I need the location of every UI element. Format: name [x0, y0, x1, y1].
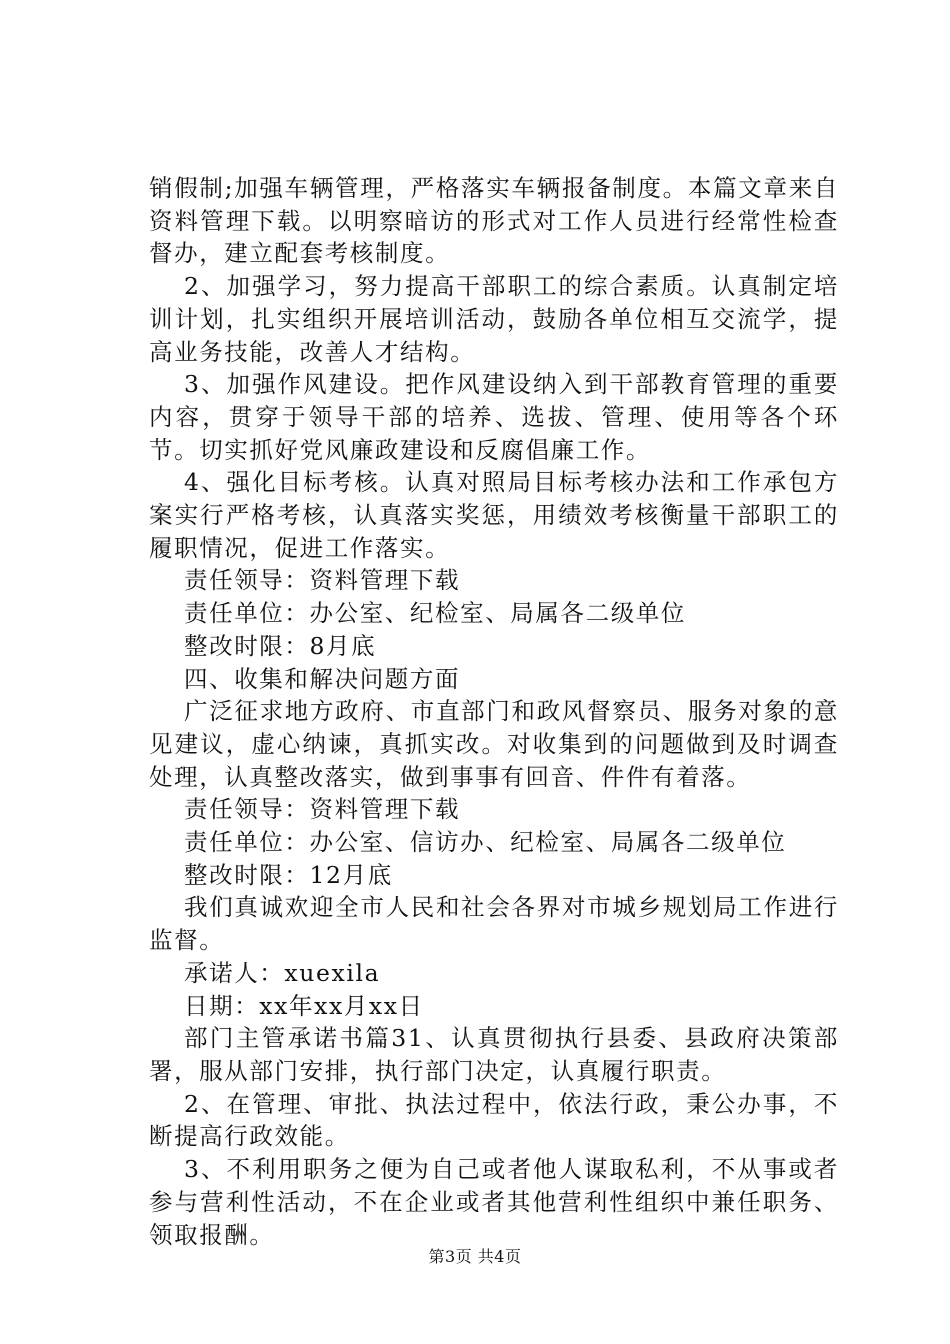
paragraph: 承诺人：xuexila	[184, 958, 381, 987]
paragraph: 4、强化目标考核。认真对照局目标考核办法和工作承包方案实行严格考核，认真落实奖惩，用绩效考核衡量干部职工的履职情况，促进工作落实。	[149, 468, 839, 562]
paragraph: 责任单位：办公室、纪检室、局属各二级单位	[184, 599, 686, 628]
paragraph: 部门主管承诺书篇31、认真贯彻执行县委、县政府决策部署，服从部门安排，执行部门决定，认真履行职责。	[149, 1024, 839, 1085]
paragraph: 我们真诚欢迎全市人民和社会各界对市城乡规划局工作进行监督。	[149, 893, 839, 955]
paragraph: 销假制;加强车辆管理，严格落实车辆报备制度。本篇文章来自资料管理下载。以明察暗访的形式对工作人员进行经常性检查督办，建立配套考核制度。	[149, 174, 839, 268]
paragraph: 2、在管理、审批、执法过程中，依法行政，秉公办事，不断提高行政效能。	[149, 1089, 839, 1151]
paragraph: 广泛征求地方政府、市直部门和政风督察员、服务对象的意见建议，虚心纳谏，真抓实改。对收集到的问题做到及时调查处理，认真整改落实，做到事事有回音、件件有着落。	[149, 697, 839, 791]
page-footer: 第3页 共4页	[428, 1247, 522, 1266]
paragraph: 3、不利用职务之便为自己或者他人谋取私利，不从事或者参与营利性活动，不在企业或者其他营利性组织中兼任职务、领取报酬。	[149, 1155, 839, 1249]
document-body	[149, 172, 839, 1251]
paragraph: 责任领导：资料管理下载	[184, 795, 461, 824]
paragraph: 责任领导：资料管理下载	[184, 566, 461, 595]
paragraph: 整改时限：12月底	[184, 860, 393, 889]
paragraph: 日期：xx年xx月xx日	[184, 991, 424, 1020]
paragraph: 3、加强作风建设。把作风建设纳入到干部教育管理的重要内容，贯穿于领导干部的培养、选拔、管理、使用等各个环节。切实抓好党风廉政建设和反腐倡廉工作。	[149, 370, 839, 464]
paragraph: 整改时限：8月底	[184, 631, 377, 660]
section-heading: 四、收集和解决问题方面	[184, 664, 461, 693]
paragraph: 责任单位：办公室、信访办、纪检室、局属各二级单位	[184, 828, 787, 857]
paragraph: 2、加强学习，努力提高干部职工的综合素质。认真制定培训计划，扎实组织开展培训活动，鼓励各单位相互交流学，提高业务技能，改善人才结构。	[149, 272, 839, 366]
